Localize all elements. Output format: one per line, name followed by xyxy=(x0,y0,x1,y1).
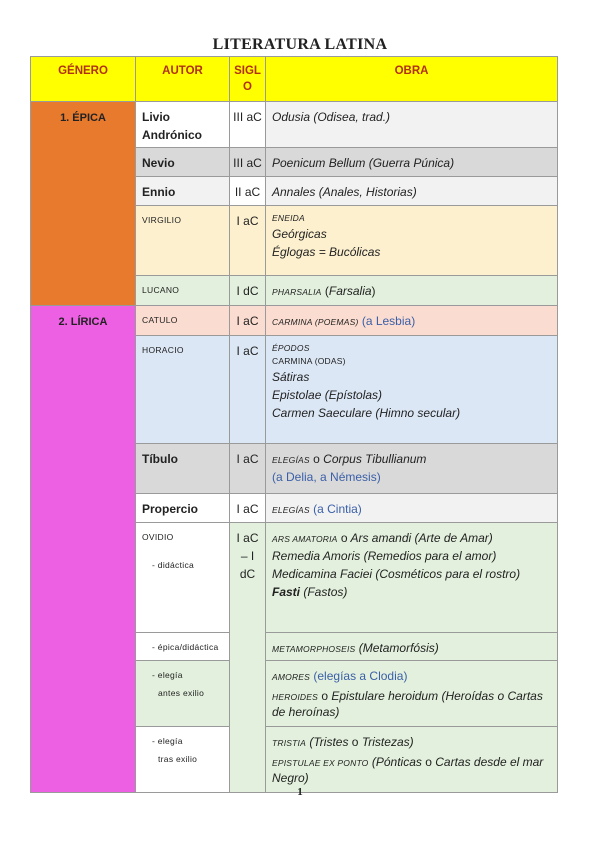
author-lucano: LUCANO xyxy=(136,276,230,306)
work-propercio-note: (a Cintia) xyxy=(313,502,362,517)
work-tristia-end: Tristezas) xyxy=(361,735,414,750)
work-ars-o: o xyxy=(340,531,348,546)
work-remedia-paren: (Remedios para el amor) xyxy=(363,549,497,564)
work-corpus-tibullianum: Corpus Tibullianum xyxy=(323,452,427,467)
work-epistolae: Epistolae (Epístolas) xyxy=(272,387,383,402)
work-ovidio-elegia-tras xyxy=(266,727,558,793)
work-tibulo-o: o xyxy=(313,452,320,467)
work-ars-amatoria: ARS AMATORIA xyxy=(272,534,338,545)
century-ennio: II aC xyxy=(230,177,266,206)
page-title: LITERATURA LATINA xyxy=(212,36,388,53)
work-nevio: Poenicum Bellum (Guerra Púnica) xyxy=(266,148,558,177)
work-livio: Odusia (Odisea, trad.) xyxy=(266,102,558,148)
ovidio-sub-didactica: - didáctica xyxy=(152,559,195,570)
work-georgicas: Geórgicas xyxy=(272,226,327,241)
table-row xyxy=(31,306,558,336)
header-obra: OBRA xyxy=(266,57,558,102)
work-carmen-saeculare: Carmen Saeculare (Himno secular) xyxy=(272,405,461,420)
work-carmina: CARMINA (POEMAS) xyxy=(272,317,359,328)
work-amores-note: (elegías a Clodia) xyxy=(313,669,408,684)
work-epodos: ÉPODOS xyxy=(272,343,310,354)
century-horacio: I aC xyxy=(230,336,266,444)
work-tristia: TRISTIA xyxy=(272,738,306,749)
ovidio-elegia-label-1: - elegía xyxy=(152,670,183,681)
work-eglogas: Églogas = Bucólicas xyxy=(272,244,381,259)
author-nevio: Nevio xyxy=(136,148,230,177)
work-epistulare-heroidum: Epistulare heroidum xyxy=(331,689,439,704)
work-horacio xyxy=(266,336,558,444)
work-tristia-paren: (Tristes xyxy=(309,735,349,750)
century-virgilio: I aC xyxy=(230,206,266,276)
work-eneida: ENEIDA xyxy=(272,213,305,224)
work-epistulae-ex-ponto: EPISTULAE EX PONTO xyxy=(272,758,369,769)
work-heroides-paren: (Heroídas o Cartas de heroínas) xyxy=(272,689,543,720)
work-medicamina-paren: (Cosméticos para el rostro) xyxy=(375,567,521,582)
work-remedia: Remedia Amoris xyxy=(272,549,361,564)
work-ovidio-elegia-antes xyxy=(266,661,558,727)
century-nevio: III aC xyxy=(230,148,266,177)
century-ovidio: I aC – I dC xyxy=(230,523,266,793)
author-ovidio xyxy=(136,523,230,633)
work-ars-paren: (Arte de Amar) xyxy=(414,531,493,546)
work-fasti-paren: (Fastos) xyxy=(303,585,348,600)
ovidio-sub-elegia-tras xyxy=(136,727,230,793)
work-ponto-end: Cartas desde el mar Negro) xyxy=(272,755,544,786)
work-elegias-tibulo: ELEGÍAS xyxy=(272,455,310,466)
work-ovidio-didactica xyxy=(266,523,558,633)
header-siglo: SIGL O xyxy=(230,57,266,102)
work-metamorphoseis-paren: (Metamorfósis) xyxy=(358,641,439,656)
author-tibulo: Tíbulo xyxy=(136,444,230,494)
author-propercio: Propercio xyxy=(136,494,230,523)
genre-epica: 1. ÉPICA xyxy=(31,102,136,306)
work-tristia-o: o xyxy=(351,735,359,750)
work-satiras: Sátiras xyxy=(272,369,310,384)
literature-table xyxy=(30,56,558,793)
author-ennio: Ennio xyxy=(136,177,230,206)
work-carmina-odas: CARMINA (ODAS) xyxy=(272,355,346,366)
work-metamorphoseis: METAMORPHOSEIS xyxy=(272,644,356,655)
work-propercio xyxy=(266,494,558,523)
table-header-row xyxy=(31,57,558,102)
work-pharsalia: PHARSALIA xyxy=(272,287,322,298)
work-tibulo xyxy=(266,444,558,494)
work-ennio: Annales (Anales, Historias) xyxy=(266,177,558,206)
century-propercio: I aC xyxy=(230,494,266,523)
ovidio-antes-exilio: antes exilio xyxy=(158,687,205,698)
century-catulo: I aC xyxy=(230,306,266,336)
work-lucano xyxy=(266,276,558,306)
work-heroides: HEROIDES xyxy=(272,692,318,703)
work-medicamina: Medicamina Faciei xyxy=(272,567,373,582)
ovidio-tras-exilio: tras exilio xyxy=(158,753,198,764)
work-elegias-propercio: ELEGÍAS xyxy=(272,505,310,516)
author-horacio: HORACIO xyxy=(136,336,230,444)
table-row xyxy=(31,102,558,148)
ovidio-elegia-label-2: - elegía xyxy=(152,736,183,747)
author-livio: Livio Andrónico xyxy=(136,102,230,148)
author-catulo: CATULO xyxy=(136,306,230,336)
ovidio-sub-epica: - épica/didáctica xyxy=(136,633,230,661)
work-ponto-paren: (Pónticas xyxy=(371,755,422,770)
work-catulo xyxy=(266,306,558,336)
genre-lirica: 2. LÍRICA xyxy=(31,306,136,793)
work-tibulo-note: (a Delia, a Némesis) xyxy=(272,470,381,485)
work-ponto-o: o xyxy=(425,755,432,770)
header-genero: GÉNERO xyxy=(31,57,136,102)
work-carmina-note: (a Lesbia) xyxy=(361,314,416,329)
work-heroides-o: o xyxy=(321,689,329,704)
author-ovidio-name: OVIDIO xyxy=(142,532,174,543)
work-pharsalia-paren: (Farsalia) xyxy=(324,284,376,299)
header-autor: AUTOR xyxy=(136,57,230,102)
century-tibulo: I aC xyxy=(230,444,266,494)
work-virgilio xyxy=(266,206,558,276)
author-virgilio: VIRGILIO xyxy=(136,206,230,276)
century-lucano: I dC xyxy=(230,276,266,306)
ovidio-sub-elegia-antes xyxy=(136,661,230,727)
century-livio: III aC xyxy=(230,102,266,148)
work-fasti: Fasti xyxy=(272,585,301,600)
work-ovidio-epica xyxy=(266,633,558,661)
work-amores: AMORES xyxy=(272,672,311,683)
work-ars-amandi: Ars amandi xyxy=(350,531,412,546)
page-number: 1 xyxy=(297,786,303,798)
